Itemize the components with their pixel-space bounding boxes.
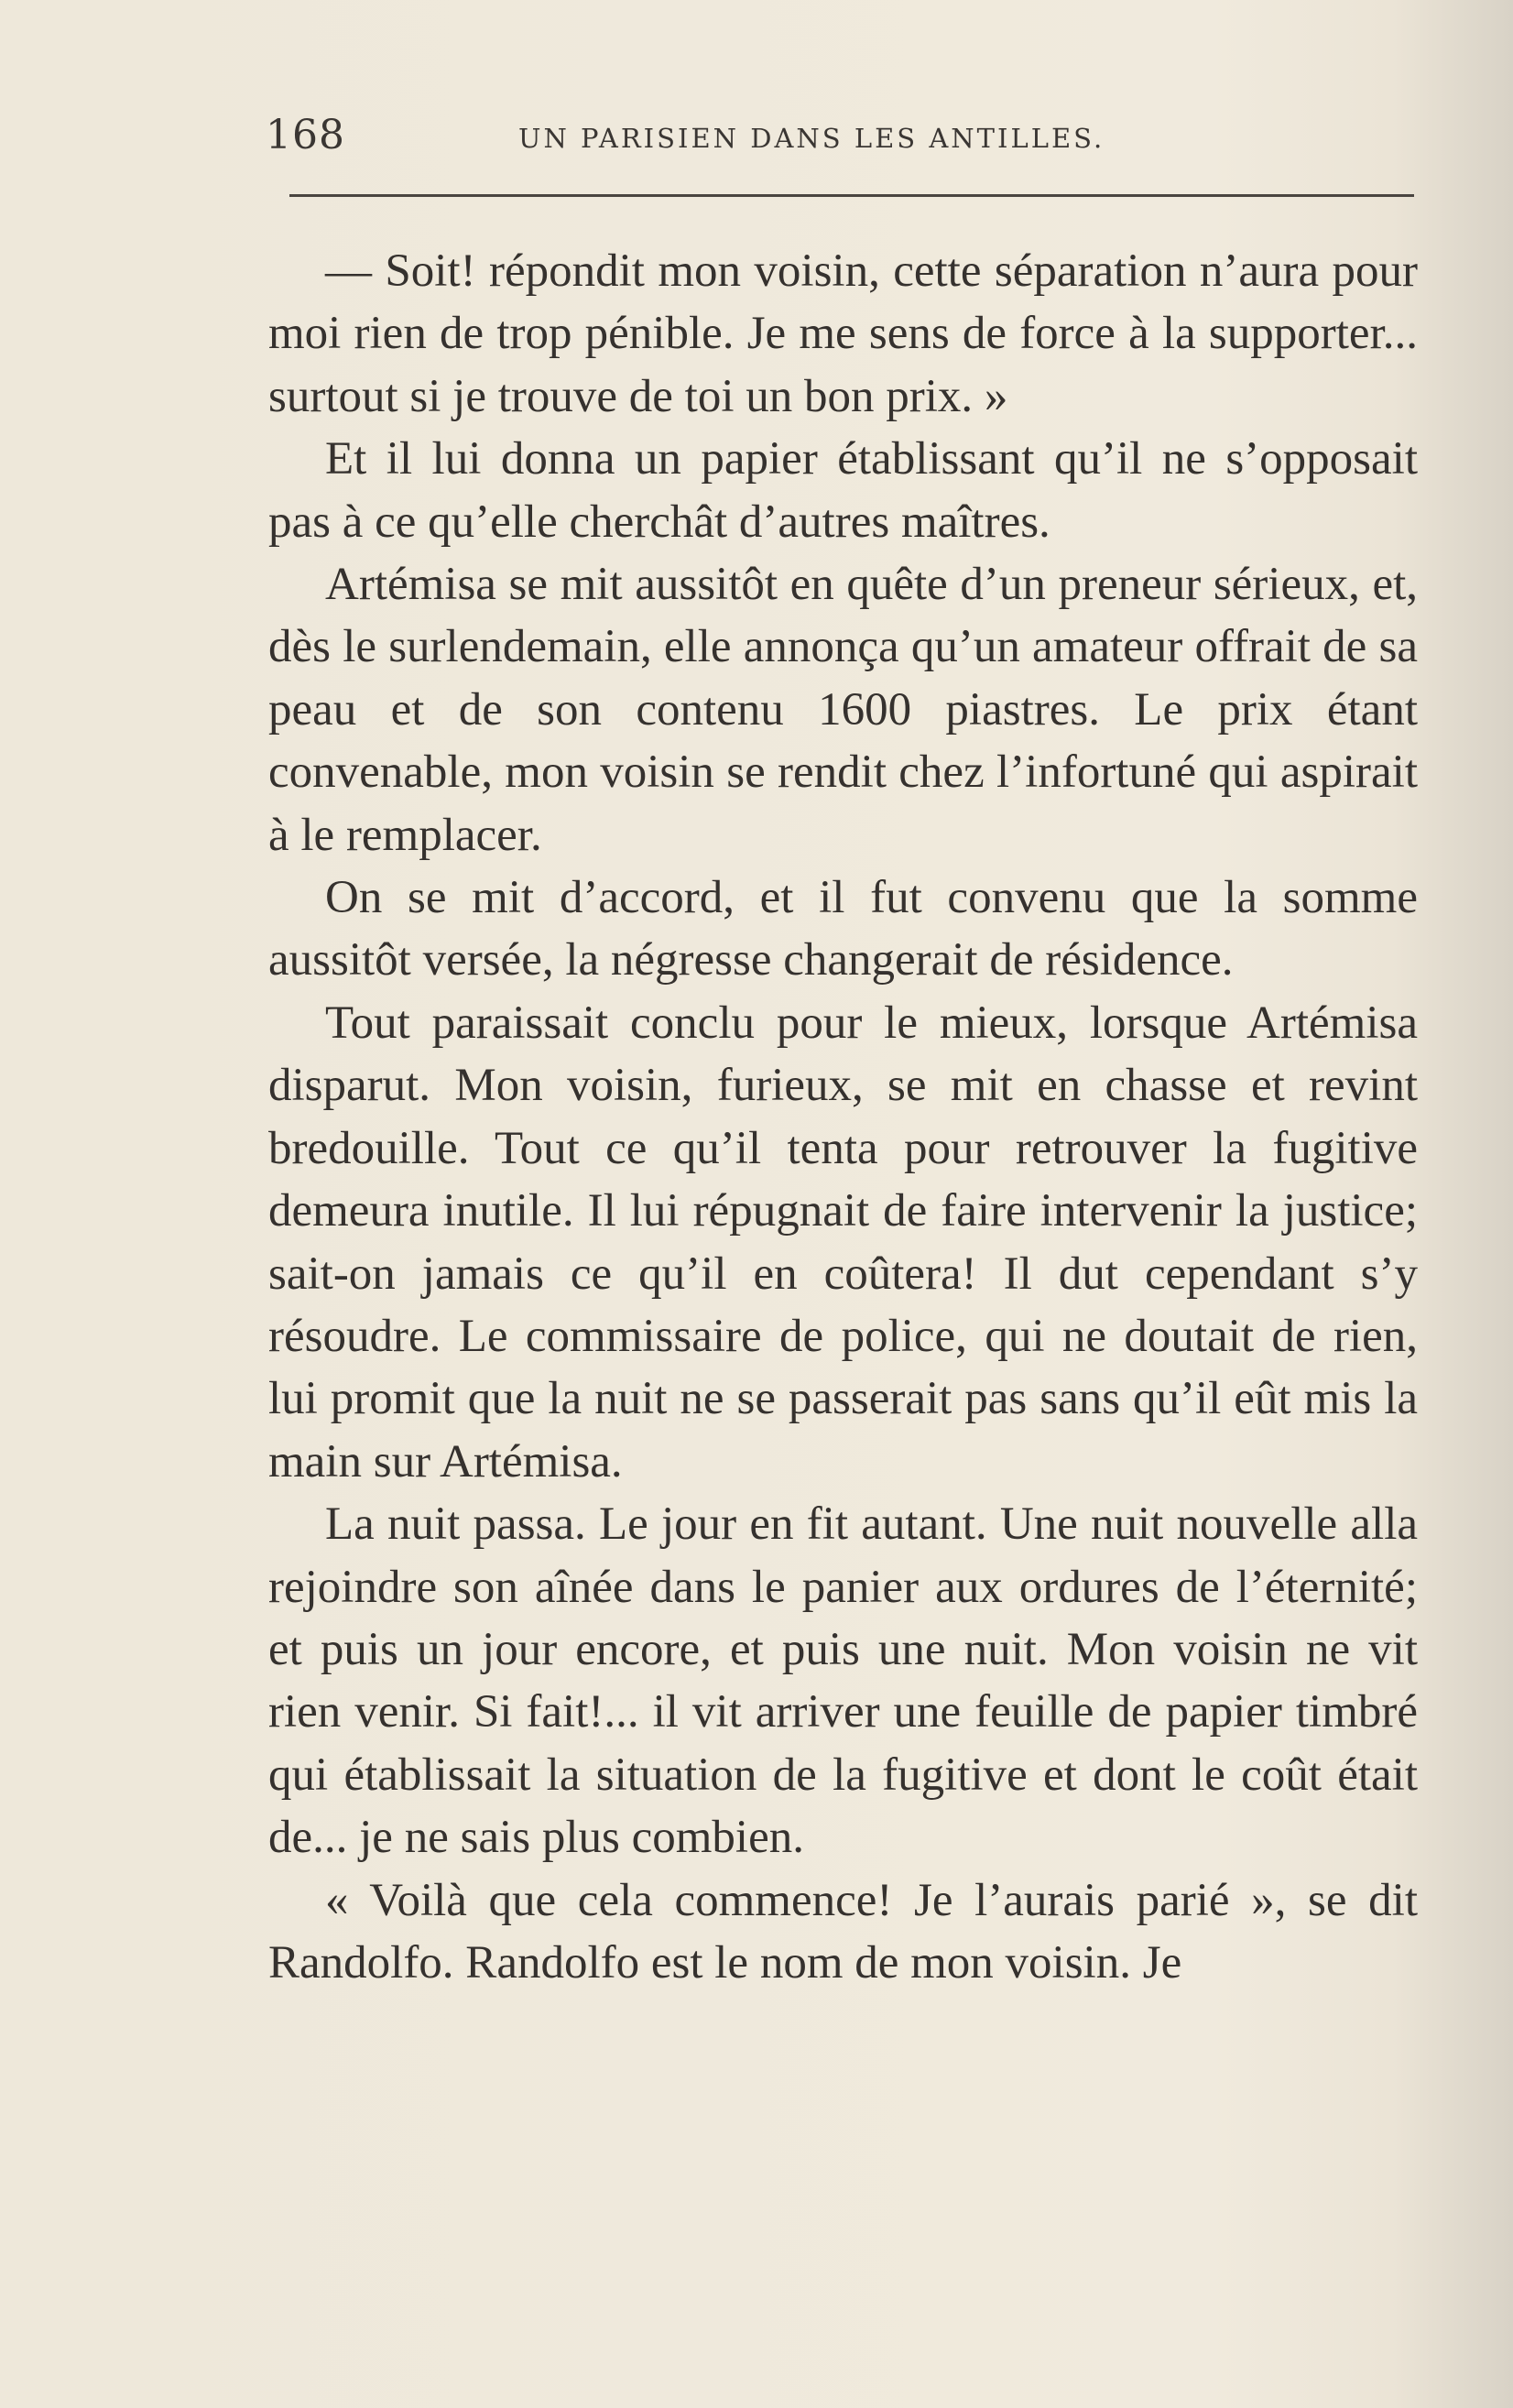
page-header [266, 112, 1415, 167]
paragraph: « Voilà que cela commence! Je l’aurais parié », se dit Randolfo. Randolfo est le nom de mon voisin. Je [268, 1874, 1418, 1989]
paragraph: Artémisa se mit aussitôt en quête d’un preneur sérieux, et, dès le surlendemain, elle annonça qu’un amateur offrait de sa peau et de son contenu 1600 piastres. Le prix étant convenable, mon voisin se rendit chez l’infortuné qui aspirait à le remplacer. [268, 559, 1418, 861]
running-title: UN PARISIEN DANS LES ANTILLES. [518, 123, 1105, 154]
paragraph: On se mit d’accord, et il fut convenu que la somme aussitôt versée, la négresse changerait de résidence. [268, 872, 1418, 986]
paragraph: Tout paraissait conclu pour le mieux, lorsque Artémisa disparut. Mon voisin, furieux, se mit en chasse et revint bredouille. Tout ce qu’il tenta pour retrouver la fugitive demeura inutile. Il lui répugnait de faire intervenir la justice; sait-on jamais ce qu’il en coûtera! Il dut cependant s’y résoudre. Le commissaire de police, qui ne doutait de rien, lui promit que la nuit ne se passerait pas sans qu’il eût mis la main sur Artémisa. [268, 997, 1418, 1487]
paragraph: Et il lui donna un papier établissant qu’il ne s’opposait pas à ce qu’elle cherchât d’autres maîtres. [268, 433, 1418, 548]
paragraph: La nuit passa. Le jour en fit autant. Une nuit nouvelle alla rejoindre son aînée dans le panier aux ordures de l’éternité; et puis un jour encore, et puis une nuit. Mon voisin ne vit rien venir. Si fait!... il vit arriver une feuille de papier timbré qui établissait la situation de la fugitive et dont le coût était de... je ne sais plus combien. [268, 1498, 1418, 1864]
body-text [268, 240, 1418, 1994]
page-number: 168 [266, 112, 345, 158]
paragraph: — Soit! répondit mon voisin, cette séparation n’aura pour moi rien de trop pénible. Je me sens de force à la supporter... surtout si je trouve de toi un bon prix. » [268, 245, 1418, 422]
header-rule [289, 194, 1414, 197]
